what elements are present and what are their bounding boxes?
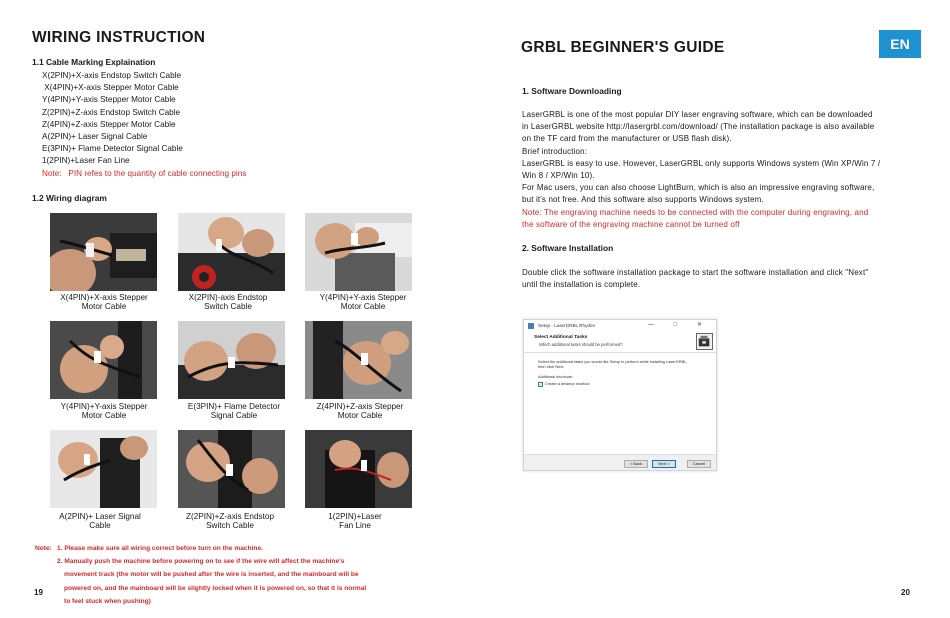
cable-item: X(2PIN)+X-axis Endstop Switch Cable (42, 71, 182, 80)
note-item (57, 555, 437, 608)
para-note-line: Note: The engraving machine needs to be connected with the computer during engraving, and (522, 207, 869, 217)
cable-item: E(3PIN)+ Flame Detector Signal Cable (42, 144, 183, 154)
installer-body-text: then click Next. (538, 364, 565, 369)
para-line: but it's not free. And this software also supports Windows system. (522, 195, 764, 205)
caption-y4pin (293, 293, 433, 311)
para-line: on the TF card from the manufacturer or USB flash disk). (522, 134, 732, 144)
caption-x2pin (158, 293, 298, 311)
caption-line: Fan Line (339, 521, 371, 531)
installer-logo-icon (696, 333, 713, 350)
cancel-button[interactable]: Cancel (687, 460, 711, 468)
caption-line: Motor Cable (337, 411, 383, 421)
installer-body-text: Select the additional tasks you would like Setup to perform while installing LaserGRBL, (538, 359, 688, 364)
cable-item: 1(2PIN)+Laser Fan Line (42, 156, 130, 166)
installer-body (538, 359, 708, 387)
note-label: Note: (35, 545, 52, 552)
para-note-line: the software of the engraving machine cannot be turned off (522, 219, 740, 229)
caption-z2pin (160, 512, 300, 530)
caption-line: Y(4PIN)+Y-axis Stepper (60, 402, 148, 411)
caption-line: Z(4PIN)+Z-axis Stepper (316, 402, 404, 411)
cable-item: Y(4PIN)+Y-axis Stepper Motor Cable (42, 95, 176, 105)
note-item (57, 542, 437, 555)
wiring-photo-x4pin (50, 213, 157, 291)
caption-line: E(3PIN)+ Flame Detector (187, 402, 281, 411)
para-line: LaserGRBL is easy to use. However, LaserGRBL only supports Windows system (Win XP/Win 7 / (522, 158, 881, 168)
note-text: powered on, and the mainboard will be slightly locked when it is powered on, so that it is normal (64, 584, 367, 592)
note-text: to feel stuck when pushing) (64, 597, 151, 605)
software-installation-heading: 2. Software Installation (522, 243, 614, 253)
cable-item: Z(2PIN)+Z-axis Endstop Switch Cable (42, 107, 181, 117)
wiring-photo-x2pin (178, 213, 285, 291)
cable-item: X(4PIN)+X-axis Stepper Motor Cable (42, 83, 179, 93)
caption-y4pin-2 (34, 402, 174, 420)
caption-line: A(2PIN)+ Laser Signal (59, 512, 141, 521)
note-text: movement track (the motor will be pushed after the wire is inserted, and the mainboard will be (64, 571, 359, 579)
cable-list (42, 70, 246, 180)
download-paragraph (522, 109, 902, 231)
language-badge: EN (879, 30, 921, 58)
note-text: 2. Manually push the machine before powering on to see if the wire will affect the machine's (57, 558, 345, 566)
wiring-photo-a2pin (50, 430, 157, 508)
caption-line: Motor Cable (81, 411, 127, 421)
installer-footer (524, 454, 716, 470)
para-line: Brief introduction: (522, 146, 588, 156)
wiring-diagram-heading: 1.2 Wiring diagram (32, 193, 107, 203)
app-icon (528, 323, 534, 329)
para-line: LaserGRBL is one of the most popular DIY laser engraving software, which can be downloaded (522, 110, 873, 119)
installer-header-title: Select Additional Tasks (534, 335, 588, 340)
page-number-left: 19 (34, 588, 43, 597)
pin-note: Note: PIN refes to the quantity of cable connecting pins (42, 168, 247, 178)
software-downloading-heading: 1. Software Downloading (522, 86, 622, 96)
cable-item: Z(4PIN)+Z-axis Stepper Motor Cable (42, 119, 176, 129)
caption-line: Cable (89, 521, 111, 531)
caption-line: Motor Cable (81, 302, 127, 312)
caption-line: Signal Cable (210, 411, 258, 421)
installer-screenshot (523, 319, 717, 471)
para-line: until the installation is complete. (522, 280, 641, 290)
installer-header-subtitle: Which additional tasks should be performed? (539, 342, 623, 347)
caption-line: 1(2PIN)+Laser (328, 512, 382, 521)
para-line: Win 8 / XP/Win 10). (522, 171, 595, 181)
caption-a2pin (30, 512, 170, 530)
caption-line: Switch Cable (206, 521, 254, 531)
cable-item: A(2PIN)+ Laser Signal Cable (42, 132, 148, 142)
caption-fan (285, 512, 425, 530)
desktop-shortcut-option[interactable] (538, 381, 708, 387)
back-button[interactable]: < Back (624, 460, 648, 468)
checkbox-label: Create a desktop shortcut (545, 381, 590, 386)
wiring-photo-z2pin (178, 430, 285, 508)
right-page (475, 0, 950, 618)
cable-marking-heading: 1.1 Cable Marking Explaination (32, 57, 156, 67)
caption-line: Z(2PIN)+Z-axis Endstop (185, 512, 275, 521)
page-number-right: 20 (901, 588, 910, 597)
installer-window-title: Setup - LaserGRBL Rhydon (538, 323, 596, 328)
caption-line: X(4PIN)+X-axis Stepper (60, 293, 148, 302)
window-controls: — □ ✕ (648, 322, 711, 328)
caption-line: Motor Cable (340, 302, 386, 312)
caption-line: X(2PIN)-axis Endstop (188, 293, 268, 302)
install-paragraph (522, 267, 902, 291)
wiring-photo-fan (305, 430, 412, 508)
checkbox-checked-icon[interactable]: ✓ (539, 382, 543, 387)
caption-line: Switch Cable (204, 302, 252, 312)
para-line: Double click the software installation package to start the software installation and click "Next" (522, 268, 869, 277)
caption-line: Y(4PIN)+Y-axis Stepper (319, 293, 407, 302)
note-list (57, 542, 437, 608)
caption-x4pin (34, 293, 174, 311)
note-text: 1. Please make sure all wiring correct before turn on the machine. (57, 545, 263, 552)
grbl-title: GRBL BEGINNER'S GUIDE (521, 39, 725, 56)
installer-header (524, 333, 716, 353)
wiring-photo-y4pin (305, 213, 412, 291)
next-button[interactable]: Next > (652, 460, 676, 468)
para-line: in LaserGRBL website http://lasergrbl.com/download/ (The installation package is also available (522, 122, 875, 132)
wiring-photo-e3pin (178, 321, 285, 399)
wiring-photo-y4pin-2 (50, 321, 157, 399)
para-line: For Mac users, you can also choose LightBurn, which is also an impressive engraving software, (522, 183, 875, 193)
wiring-title: WIRING INSTRUCTION (32, 29, 206, 46)
shortcuts-label: Additional shortcuts: (538, 374, 574, 379)
caption-e3pin (164, 402, 304, 420)
caption-z4pin (290, 402, 430, 420)
wiring-photo-z4pin (305, 321, 412, 399)
